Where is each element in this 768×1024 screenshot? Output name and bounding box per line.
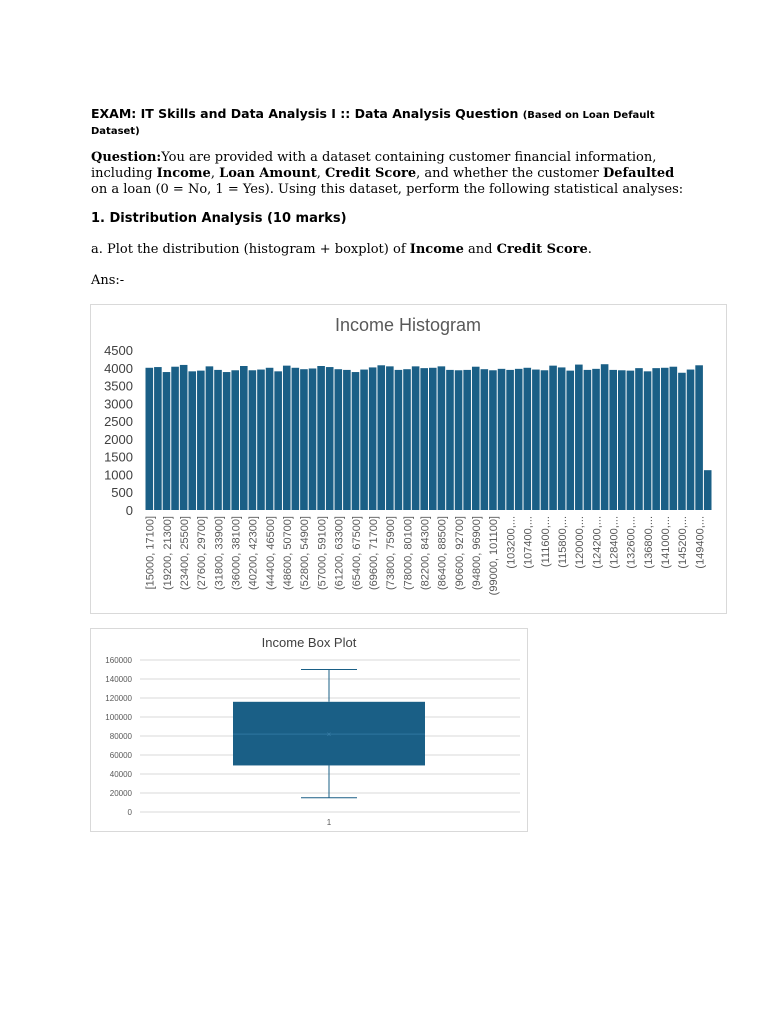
histogram-bar: [369, 367, 377, 510]
histogram-bar: [300, 369, 308, 510]
histogram-bar: [283, 366, 291, 510]
histogram-bar: [515, 369, 523, 510]
x-tick-label: (82200, 84300]: [419, 516, 432, 591]
task-a-and: and: [463, 242, 497, 257]
question-paragraph: [91, 150, 691, 198]
histogram-bar: [274, 371, 282, 510]
question-text-1: You are provided with a dataset containing customer financial information, including: [91, 150, 657, 181]
x-tick-label: (120000,...: [574, 516, 587, 569]
histogram-bar: [335, 369, 343, 510]
histogram-bar: [240, 366, 248, 510]
x-tick-label: (141000,...: [660, 516, 673, 569]
task-a-suffix: .: [587, 242, 592, 257]
histogram-bar: [180, 365, 188, 510]
histogram-bar: [481, 369, 489, 510]
histogram-bar: [687, 370, 695, 510]
title-subtitle: (Based on Loan Default Dataset): [91, 110, 655, 137]
x-tick-label: (52800, 54900]: [299, 516, 312, 591]
x-tick-label: (23400, 25500]: [178, 516, 191, 591]
x-tick-label: (94800, 96900]: [471, 516, 484, 591]
task-a: [91, 242, 592, 257]
x-tick-label: [15000, 17100]: [144, 516, 157, 590]
histogram-bar: [438, 366, 446, 510]
document-title: [91, 107, 691, 139]
x-tick-label: (128400,...: [608, 516, 621, 569]
x-tick-label: (36000, 38100]: [230, 516, 243, 591]
separator: ,: [210, 166, 220, 181]
x-tick-label: (40200, 42300]: [247, 516, 260, 591]
x-tick-label: (103200,...: [505, 516, 518, 569]
y-tick-label: 120000: [105, 694, 132, 703]
x-tick-label: (19200, 21300]: [161, 516, 174, 591]
x-tick-label: (31800, 33900]: [213, 516, 226, 591]
x-tick-label: (136800,...: [642, 516, 655, 569]
y-tick-label: 4500: [104, 343, 133, 358]
histogram-bar: [446, 370, 454, 510]
histogram-bar: [489, 370, 497, 510]
y-tick-label: 100000: [105, 713, 132, 722]
x-tick-label: (69600, 71700]: [367, 516, 380, 591]
histogram-bar: [197, 371, 205, 510]
section-heading: 1. Distribution Analysis (10 marks): [91, 211, 347, 226]
income-histogram-chart: [90, 304, 727, 614]
answer-label: Ans:-: [91, 273, 125, 288]
histogram-bar: [412, 366, 420, 510]
task-a-income: Income: [409, 242, 464, 257]
task-a-credit-score: Credit Score: [496, 242, 588, 257]
y-tick-label: 3500: [104, 378, 133, 394]
x-tick-label: (132600,...: [625, 516, 638, 569]
histogram-bar: [292, 368, 300, 510]
income-histogram-svg: [91, 305, 726, 613]
y-tick-label: 0: [127, 808, 132, 817]
histogram-bar: [678, 373, 686, 510]
y-tick-label: 80000: [109, 732, 132, 741]
histogram-bar: [549, 366, 557, 510]
x-tick-label: (149400,...: [694, 516, 707, 569]
histogram-bar: [257, 370, 265, 510]
x-tick-label: (124200,...: [591, 516, 604, 569]
y-tick-label: 0: [125, 503, 133, 518]
x-tick-label: (115800,...: [556, 516, 569, 568]
income-boxplot-chart: [90, 628, 528, 832]
y-tick-label: 1500: [104, 449, 133, 465]
question-text-2: , and whether the customer: [416, 166, 603, 181]
x-tick-label: (65400, 67500]: [350, 516, 363, 591]
x-tick-label: (86400, 88500]: [436, 516, 449, 591]
y-tick-label: 60000: [109, 751, 132, 760]
histogram-bar: [343, 370, 351, 510]
y-tick-label: 160000: [105, 656, 132, 665]
histogram-bar: [661, 368, 669, 510]
histogram-bar: [558, 367, 566, 510]
y-tick-label: 140000: [105, 675, 132, 684]
histogram-bar: [188, 371, 196, 510]
histogram-bar: [566, 371, 574, 510]
income-boxplot-svg: [91, 629, 527, 831]
histogram-bar: [266, 368, 274, 510]
histogram-bar: [352, 372, 360, 510]
histogram-bar: [652, 368, 660, 510]
x-tick-label: (48600, 50700]: [282, 516, 295, 591]
histogram-bar: [154, 367, 162, 510]
y-tick-label: 3000: [104, 396, 133, 412]
histogram-bar: [670, 367, 678, 510]
histogram-bar: [386, 366, 394, 510]
histogram-bar: [463, 370, 471, 510]
term-defaulted: Defaulted: [602, 166, 675, 181]
histogram-bar: [214, 370, 222, 510]
x-tick-label: (111600,...: [539, 516, 552, 567]
y-tick-label: 500: [111, 485, 133, 501]
histogram-bar: [644, 371, 652, 510]
histogram-bar: [609, 370, 617, 510]
term-income: Income: [156, 166, 211, 181]
histogram-bar: [309, 368, 317, 510]
x-tick-label: (61200, 63300]: [333, 516, 346, 591]
x-tick-label: (99000, 101100]: [488, 516, 501, 596]
histogram-bar: [506, 370, 514, 510]
histogram-bar: [317, 366, 325, 510]
y-tick-label: 4000: [104, 360, 133, 376]
histogram-bar: [146, 368, 154, 510]
x-tick-label: (145200,...: [677, 516, 690, 569]
question-label: Question:: [91, 150, 162, 165]
histogram-bar: [231, 370, 239, 510]
y-tick-label: 1000: [104, 467, 133, 483]
histogram-bar: [635, 368, 643, 510]
chart-title: Income Box Plot: [261, 635, 357, 650]
histogram-bar: [627, 371, 635, 510]
histogram-bar: [498, 369, 506, 510]
y-tick-label: 2500: [104, 414, 133, 430]
histogram-bar: [575, 365, 583, 510]
histogram-bar: [584, 370, 592, 510]
x-tick-label: (90600, 92700]: [453, 516, 466, 591]
histogram-bar: [532, 370, 540, 510]
term-loan-amount: Loan Amount: [219, 166, 317, 181]
question-text-3: on a loan (0 = No, 1 = Yes). Using this dataset, perform the following statistical analyses:: [91, 182, 684, 197]
x-category-label: 1: [326, 818, 332, 827]
histogram-bar: [695, 365, 703, 510]
histogram-bar: [171, 367, 179, 510]
histogram-bar: [429, 368, 437, 510]
term-credit-score: Credit Score: [324, 166, 417, 181]
y-tick-label: 2000: [104, 431, 133, 447]
separator: ,: [316, 166, 325, 181]
histogram-bar: [524, 368, 532, 510]
histogram-bar: [541, 370, 549, 510]
x-tick-label: (73800, 75900]: [385, 516, 398, 591]
histogram-bar: [163, 372, 171, 510]
histogram-bar: [704, 470, 712, 510]
histogram-bar: [377, 365, 385, 510]
histogram-bar: [395, 370, 403, 510]
x-tick-label: (44400, 46500]: [264, 516, 277, 591]
x-tick-label: (107400,...: [522, 516, 535, 569]
histogram-bar: [420, 368, 428, 510]
histogram-bar: [206, 366, 214, 510]
histogram-bar: [360, 370, 368, 510]
mean-marker: ×: [326, 730, 332, 740]
histogram-bar: [249, 370, 257, 510]
histogram-bar: [403, 369, 411, 510]
x-tick-label: (78000, 80100]: [402, 516, 415, 591]
histogram-bar: [472, 367, 480, 510]
x-tick-label: (57000, 59100]: [316, 516, 329, 591]
y-tick-label: 20000: [109, 789, 132, 798]
task-a-prefix: a. Plot the distribution (histogram + boxplot) of: [91, 242, 410, 257]
histogram-bar: [326, 367, 334, 510]
histogram-bar: [455, 370, 463, 510]
histogram-bar: [601, 364, 609, 510]
histogram-bar: [592, 369, 600, 510]
y-tick-label: 40000: [109, 770, 132, 779]
x-tick-label: (27600, 29700]: [196, 516, 209, 591]
histogram-bar: [618, 370, 626, 510]
histogram-bar: [223, 372, 231, 510]
title-main: EXAM: IT Skills and Data Analysis I :: Data Analysis Question: [91, 106, 519, 121]
chart-title: Income Histogram: [334, 315, 482, 335]
